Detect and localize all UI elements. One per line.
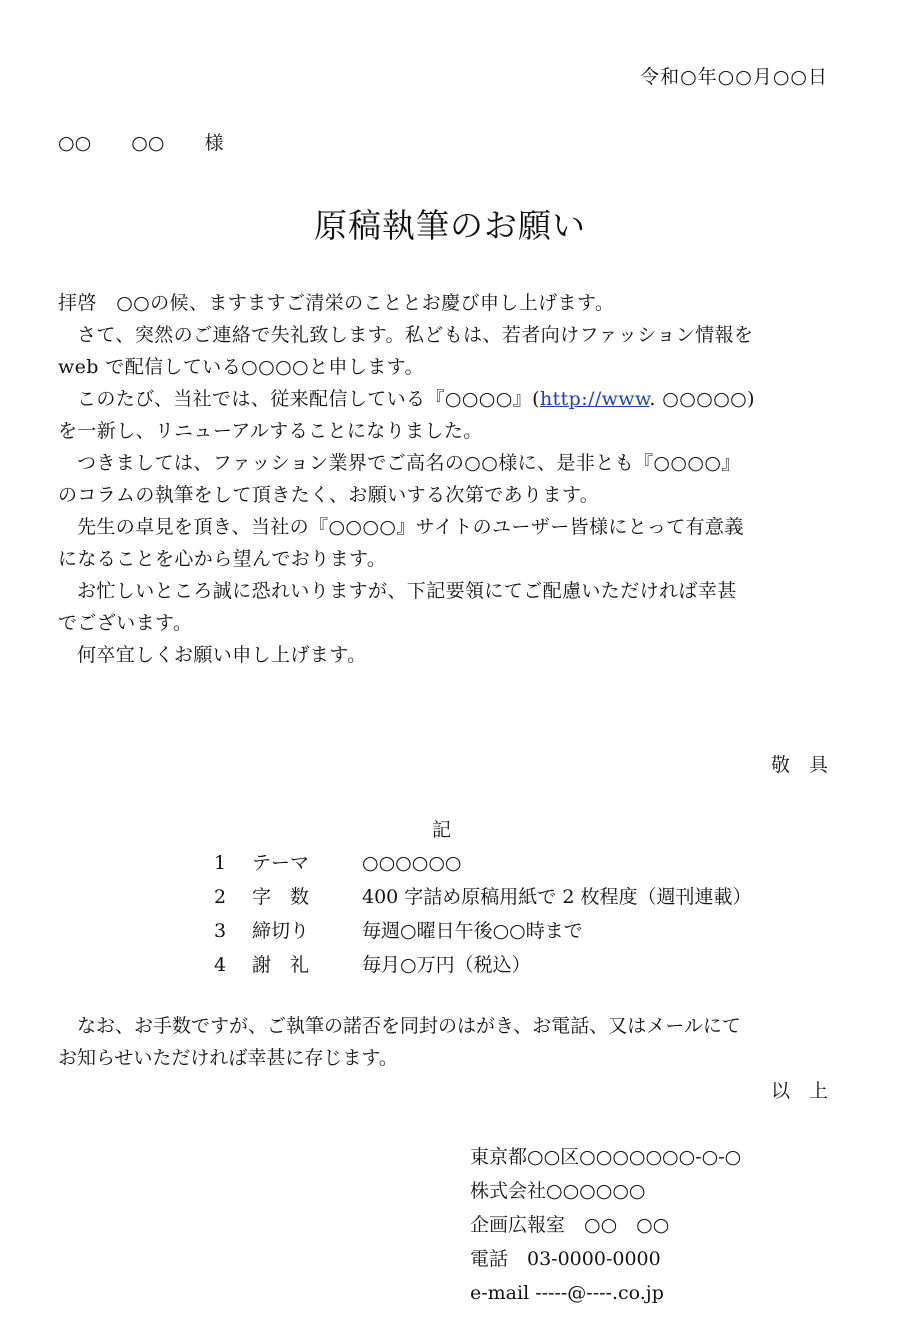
term-label: 字 数 bbox=[252, 886, 310, 908]
sender-address: 東京都○○区○○○○○○○-○-○ bbox=[470, 1146, 742, 1168]
body-line: 何卒宜しくお願い申し上げます。 bbox=[77, 644, 367, 666]
term-number: 4 bbox=[214, 954, 227, 976]
sender-phone: 電話 03-0000-0000 bbox=[470, 1248, 661, 1270]
term-row bbox=[214, 880, 751, 914]
term-row bbox=[214, 846, 751, 880]
term-row bbox=[214, 914, 751, 948]
sender-company: 株式会社○○○○○○ bbox=[470, 1180, 646, 1202]
term-number: 3 bbox=[214, 920, 227, 942]
body-line: お忙しいところ誠に恐れいりますが、下記要領にてご配慮いただければ幸甚 bbox=[77, 580, 737, 602]
sender-department: 企画広報室 ○○ ○○ bbox=[470, 1214, 670, 1236]
term-label: 謝 礼 bbox=[252, 954, 310, 976]
page-title: 原稿執筆のお願い bbox=[314, 206, 586, 245]
letter-body bbox=[58, 287, 838, 671]
term-value: 毎月○万円（税込） bbox=[362, 954, 531, 976]
body-line: 先生の卓見を頂き、当社の『○○○○』サイトのユーザー皆様にとって有意義 bbox=[77, 516, 744, 538]
website-link[interactable]: http://www bbox=[539, 388, 650, 410]
closing-phrase: 敬 具 bbox=[770, 754, 828, 776]
details-heading: 記 bbox=[432, 819, 452, 841]
recipient-honorific: 様 bbox=[204, 132, 224, 154]
term-value: 400 字詰め原稿用紙で 2 枚程度（週刊連載） bbox=[362, 886, 752, 908]
term-value: ○○○○○○ bbox=[362, 852, 462, 874]
note-line: なお、お手数ですが、ご執筆の諾否を同封のはがき、お電話、又はメールにて bbox=[77, 1015, 741, 1037]
letter-date: 令和○年○○月○○日 bbox=[640, 66, 828, 88]
term-label: テーマ bbox=[252, 852, 310, 874]
end-mark: 以 上 bbox=[770, 1080, 828, 1102]
body-line: さて、突然のご連絡で失礼致します。私どもは、若者向けファッション情報を bbox=[77, 324, 754, 346]
recipient-last-name: ○○ bbox=[58, 132, 92, 154]
recipient-first-name: ○○ bbox=[131, 132, 165, 154]
sender-email: e-mail -----@----.co.jp bbox=[470, 1282, 664, 1304]
body-line: のコラムの執筆をして頂きたく、お願いする次第であります。 bbox=[58, 484, 600, 506]
sender-block bbox=[470, 1140, 741, 1310]
term-value: 毎週○曜日午後○○時まで bbox=[362, 920, 583, 942]
body-line bbox=[58, 383, 838, 415]
terms-list bbox=[214, 846, 751, 982]
body-line: を一新し、リニューアルすることになりました。 bbox=[58, 420, 483, 442]
body-line: 拝啓 ○○の候、ますますご清栄のこととお慶び申し上げます。 bbox=[58, 292, 615, 314]
closing-note bbox=[58, 1010, 838, 1074]
note-line: お知らせいただければ幸甚に存じます。 bbox=[58, 1047, 398, 1069]
body-line: になることを心から望んでおります。 bbox=[58, 548, 387, 570]
body-line: web で配信している○○○○と申します。 bbox=[58, 356, 424, 378]
body-text: このたび、当社では、従来配信している『○○○○』( bbox=[77, 388, 540, 410]
recipient-name bbox=[58, 128, 224, 155]
term-number: 2 bbox=[214, 886, 227, 908]
body-text: . ○○○○○) bbox=[649, 388, 755, 410]
term-row bbox=[214, 948, 751, 982]
term-label: 締切り bbox=[252, 920, 310, 942]
term-number: 1 bbox=[214, 852, 227, 874]
body-line: でございます。 bbox=[58, 612, 193, 634]
body-line: つきましては、ファッション業界でご高名の○○様に、是非とも『○○○○』 bbox=[77, 452, 741, 474]
